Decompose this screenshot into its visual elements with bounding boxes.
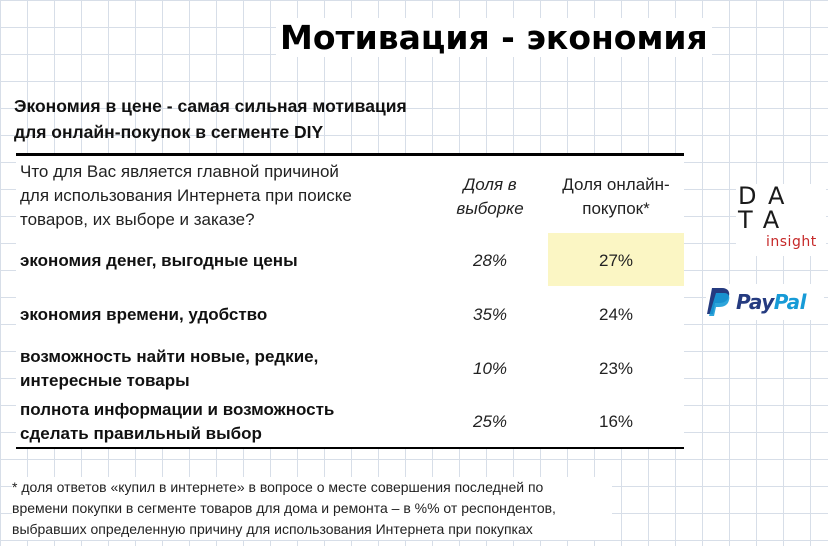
online-share-header <box>548 173 684 221</box>
sample-share-header <box>438 173 542 221</box>
row-label <box>20 345 420 393</box>
row-label-line: полнота информации и возможность <box>20 400 335 419</box>
question-line: для использования Интернета при поиске <box>20 186 352 205</box>
footnote-line: времени покупки в сегменте товаров для дома и ремонта – в %% от респондентов, <box>12 500 556 516</box>
row-label <box>20 398 420 446</box>
header-line: Доля в <box>463 175 517 194</box>
paypal-pal: Pal <box>773 290 807 314</box>
paypal-logo <box>706 284 824 320</box>
subtitle-line: для онлайн-покупок в сегменте DIY <box>14 122 324 142</box>
logo-line: DA <box>738 182 797 210</box>
online-share-value: 23% <box>598 359 634 378</box>
question-header <box>20 160 420 232</box>
logo-tagline: insight <box>766 234 817 250</box>
data-insight-logo <box>736 184 826 256</box>
table-top-rule <box>16 153 684 156</box>
row-label-line: экономия денег, выгодные цены <box>20 251 298 270</box>
online-share-value: 24% <box>598 305 634 324</box>
paypal-pay: Pay <box>736 290 774 314</box>
question-line: товаров, их выборе и заказе? <box>20 210 255 229</box>
row-label <box>20 249 420 273</box>
header-line: Доля онлайн- <box>562 175 670 194</box>
subtitle-line: Экономия в цене - самая сильная мотивация <box>14 96 407 116</box>
sample-share-value: 28% <box>472 251 508 270</box>
footnote-line: выбравших определенную причину для использования Интернета при покупках <box>12 521 533 537</box>
logo-line: TA <box>738 206 792 234</box>
paypal-wordmark <box>736 290 806 314</box>
motivation-table <box>16 153 684 449</box>
sample-share-value: 10% <box>472 359 508 378</box>
paypal-p-icon <box>706 286 732 318</box>
table-bottom-rule <box>16 447 684 449</box>
row-label-line: интересные товары <box>20 371 190 390</box>
footnote <box>12 477 612 540</box>
online-share-value: 27% <box>598 251 634 270</box>
subtitle <box>14 93 454 145</box>
online-share-value: 16% <box>598 412 634 431</box>
footnote-line: * доля ответов «купил в интернете» в вопросе о месте совершения последней по <box>12 479 544 495</box>
row-label-line: экономия времени, удобство <box>20 305 268 324</box>
question-line: Что для Вас является главной причиной <box>20 162 339 181</box>
row-label <box>20 303 420 327</box>
row-label-line: возможность найти новые, редкие, <box>20 347 319 366</box>
header-line: покупок* <box>582 199 650 218</box>
header-line: выборке <box>456 199 524 218</box>
sample-share-value: 35% <box>472 305 508 324</box>
page-title: Мотивация - экономия <box>276 18 712 57</box>
row-label-line: сделать правильный выбор <box>20 424 262 443</box>
sample-share-value: 25% <box>472 412 508 431</box>
